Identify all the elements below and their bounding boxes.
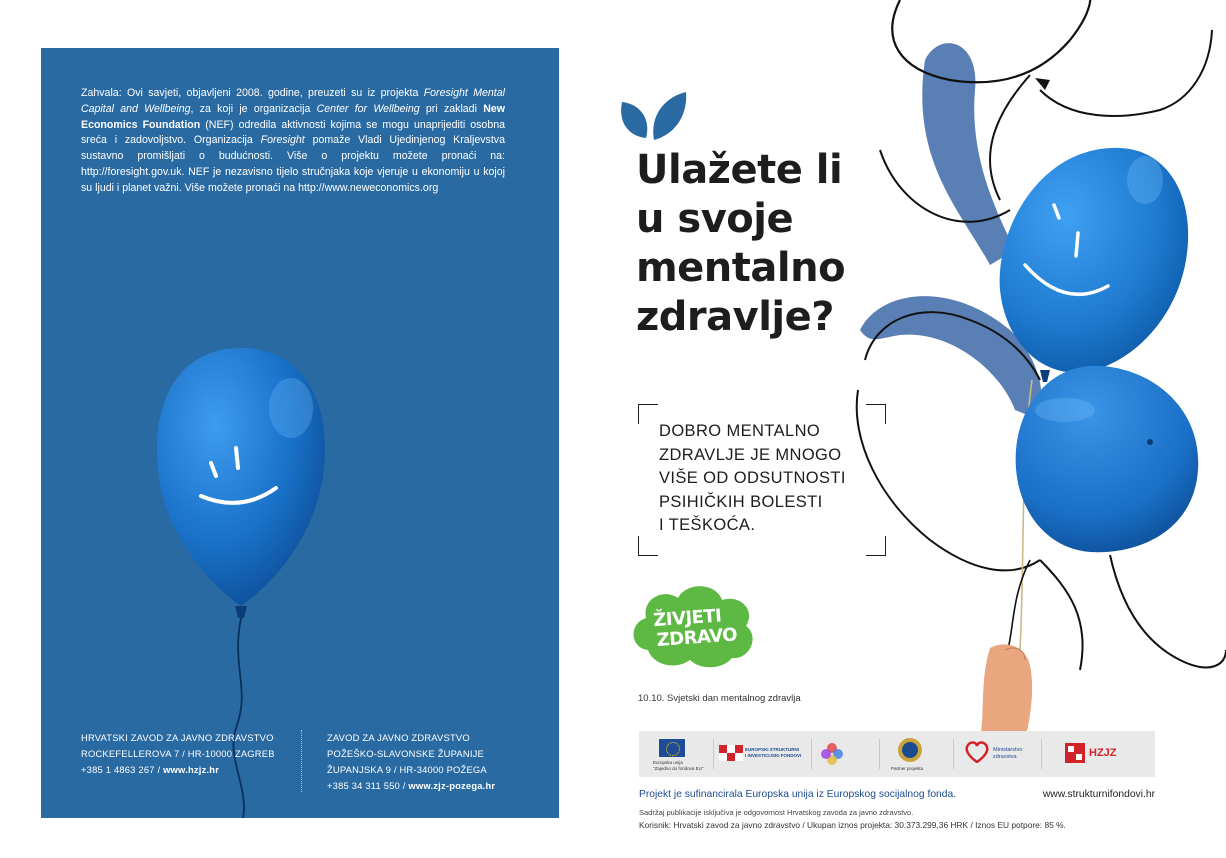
ack-project-name: Foresight Mental Capital and Wellbeing — [81, 87, 505, 115]
ack-text: (NEF) odredila aktivnosti kojima se mogu unaprijediti osobna sreća i zadovoljstvo. Organizacija — [81, 118, 506, 147]
partner-caption: Partner projekta — [891, 766, 924, 771]
ministry-line: Ministarstvo — [993, 747, 1023, 753]
balloons-illustration — [840, 0, 1226, 740]
ack-text: pomaže Vladi Ujedinjenog Kraljevstva sustavno promišljati o budućnosti. Više o projektu možete pronaći na: http://foresight.gov.uk. NEF je nezavisno tijelo stručnjaka koje vjeruje u ekonomiju u kojoj su ljudi i planet važni. Više možete pronaći na http://www.neweconomics.org — [81, 134, 505, 194]
contact-web-link[interactable]: www.hzjz.hr — [163, 764, 220, 775]
contact-phone: +385 1 4863 267 / — [81, 764, 164, 775]
ministry-caption — [993, 747, 1022, 760]
quote-line: ZDRAVLJE JE MNOGO — [659, 445, 842, 464]
beneficiary-text: Korisnik: Hrvatski zavod za javno zdravstvo / Ukupan iznos projekta: 30.373.299,36 HRK / Iznos EU potpore: 85 %. — [639, 820, 1066, 830]
partner-seal-icon — [897, 737, 923, 763]
ack-org-name: Center for Wellbeing — [316, 102, 420, 115]
esif-caption — [745, 747, 801, 758]
ack-foresight-name: Foresight — [260, 134, 305, 147]
contact-org-name: ZAVOD ZA JAVNO ZDRAVSTVO — [327, 732, 470, 743]
headline-line: mentalno — [636, 245, 846, 291]
logo-separator — [1041, 739, 1042, 769]
headline-line: Ulažete li — [636, 147, 843, 193]
headline-line: zdravlje? — [636, 294, 834, 340]
zivjeti-zdravo-logo-text — [653, 605, 746, 651]
ack-text: pri zakladi — [419, 102, 484, 115]
eu-caption-line: "Zajedno do fondova EU" — [653, 765, 704, 771]
structural-funds-link[interactable]: www.strukturnifondovi.hr — [1042, 789, 1155, 800]
eu-caption — [653, 760, 703, 771]
back-cover-panel — [41, 48, 559, 818]
acknowledgement-text — [81, 86, 505, 197]
contact-org-name-2: POŽEŠKO-SLAVONSKE ŽUPANIJE — [327, 748, 484, 759]
headline-line: u svoje — [636, 196, 794, 242]
logo-separator — [713, 739, 714, 769]
contact-divider — [301, 730, 302, 792]
contact-phone: +385 34 311 550 / — [327, 780, 409, 791]
eu-flag-icon — [659, 739, 685, 757]
funding-statement: Projekt je sufinancirala Europska unija iz Europskog socijalnog fonda. — [639, 789, 957, 800]
contact-phone-line — [81, 762, 301, 778]
contact-phone-line — [327, 778, 547, 794]
main-headline — [636, 146, 876, 342]
logo-word: ŽIVJETI — [652, 605, 723, 632]
quote-line: PSIHIČKIH BOLESTI — [659, 492, 823, 511]
contact-web-link[interactable]: www.zjz-pozega.hr — [408, 780, 496, 791]
leaf-icon — [616, 92, 694, 142]
quote-line: DOBRO MENTALNO — [659, 422, 821, 440]
disclaimer-text: Sadržaj publikacije isključiva je odgovornost Hrvatskog zavoda za javno zdravstvo. — [639, 808, 914, 817]
partner-logos-strip — [639, 731, 1155, 777]
funding-footer — [639, 789, 1155, 800]
bracket-corner — [638, 536, 658, 556]
hzjz-logo-text: HZJZ — [1089, 747, 1117, 759]
hzjz-logo-icon — [1065, 743, 1085, 763]
ministry-line: zdravstva — [993, 753, 1017, 760]
contact-org-name: HRVATSKI ZAVOD ZA JAVNO ZDRAVSTVO — [81, 732, 274, 743]
bracket-corner — [866, 536, 886, 556]
contact-zjz-pozega — [327, 730, 547, 794]
logo-separator — [953, 739, 954, 769]
event-date: 10.10. Svjetski dan mentalnog zdravlja — [638, 693, 801, 704]
croatian-checkerboard-icon — [719, 745, 743, 761]
quote-line: I TEŠKOĆA. — [659, 516, 756, 534]
eu-caption-line: Europska unija — [653, 760, 683, 765]
quote-text — [659, 420, 889, 538]
contact-address: ŽUPANJSKA 9 / HR-34000 POŽEGA — [327, 764, 487, 775]
bracket-corner — [638, 404, 658, 424]
logo-separator — [879, 739, 880, 769]
heart-icon — [965, 741, 989, 763]
flower-logo-icon — [817, 739, 847, 769]
esif-line: I INVESTICIJSKI FONDOVI — [745, 752, 802, 758]
esif-line: EUROPSKI STRUKTURNI — [745, 747, 800, 752]
logo-word: ZDRAVO — [656, 624, 738, 651]
ack-foundation-name: New Economics Foundation — [81, 102, 505, 131]
quote-box — [638, 404, 886, 556]
quote-line: VIŠE OD ODSUTNOSTI — [659, 469, 846, 487]
ack-text: , za koji je organizacija — [190, 102, 317, 115]
contact-hzjz — [81, 730, 301, 778]
ack-text: Zahvala: Ovi savjeti, objavljeni 2008. godine, preuzeti su iz projekta — [81, 87, 424, 99]
logo-separator — [811, 739, 812, 769]
contact-address: ROCKEFELLEROVA 7 / HR-10000 ZAGREB — [81, 748, 275, 759]
